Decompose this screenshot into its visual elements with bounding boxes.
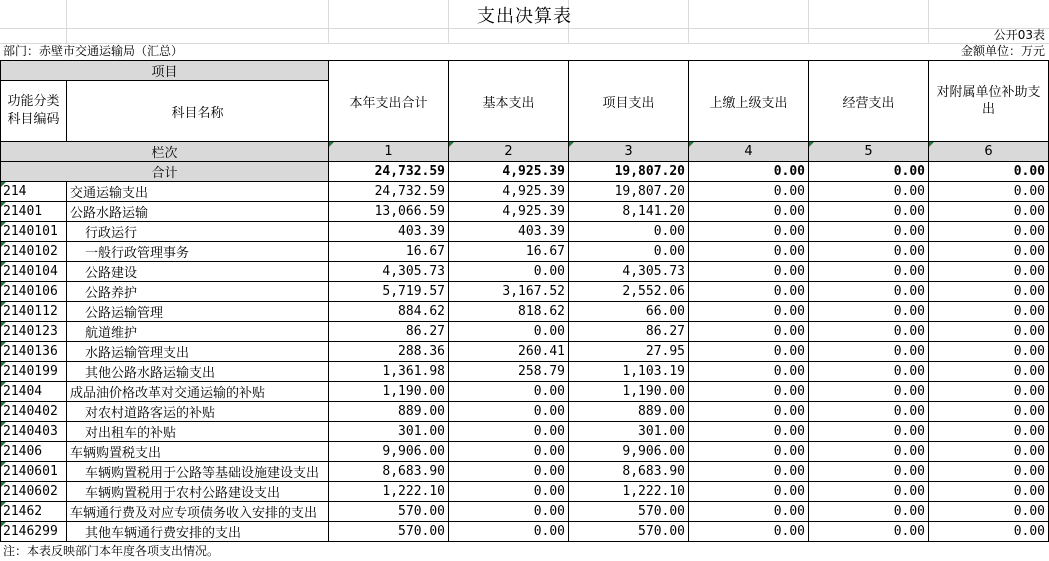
row-value: 301.00: [569, 422, 689, 442]
row-value: 0.00: [689, 282, 809, 302]
row-value: 0.00: [929, 282, 1049, 302]
total-value: 0.00: [929, 162, 1049, 182]
row-code: 2146299: [1, 522, 67, 542]
total-value: 4,925.39: [449, 162, 569, 182]
row-value: 2,552.06: [569, 282, 689, 302]
col-number: 5: [809, 142, 929, 162]
row-code: 2140199: [1, 362, 67, 382]
row-value: 0.00: [689, 422, 809, 442]
row-value: 0.00: [689, 322, 809, 342]
row-value: 16.67: [449, 242, 569, 262]
table-row: [1, 402, 1049, 422]
row-value: 0.00: [929, 502, 1049, 522]
col-number: 2: [449, 142, 569, 162]
col-header-subsidy: 对附属单位补助支出: [929, 61, 1049, 142]
row-value: 1,222.10: [569, 482, 689, 502]
row-code: 21401: [1, 202, 67, 222]
row-subject-name: 车辆通行费及对应专项债务收入安排的支出: [67, 502, 329, 522]
subject-name-header: 科目名称: [67, 81, 329, 142]
row-value: 0.00: [689, 462, 809, 482]
row-value: 16.67: [329, 242, 449, 262]
row-value: 0.00: [449, 382, 569, 402]
row-value: 0.00: [929, 222, 1049, 242]
row-value: 86.27: [569, 322, 689, 342]
row-subject-name: 车辆购置税用于农村公路建设支出: [67, 482, 329, 502]
row-value: 570.00: [329, 502, 449, 522]
row-value: 0.00: [689, 242, 809, 262]
row-subject-name: 车辆购置税用于公路等基础设施建设支出: [67, 462, 329, 482]
row-value: 8,141.20: [569, 202, 689, 222]
row-subject-name: 其他车辆通行费安排的支出: [67, 522, 329, 542]
row-value: 0.00: [929, 402, 1049, 422]
row-value: 0.00: [809, 422, 929, 442]
row-subject-name: 对出租车的补贴: [67, 422, 329, 442]
row-subject-name: 对农村道路客运的补贴: [67, 402, 329, 422]
row-value: 0.00: [809, 282, 929, 302]
total-value: 0.00: [809, 162, 929, 182]
row-value: 27.95: [569, 342, 689, 362]
row-number-label: 栏次: [1, 142, 329, 162]
row-value: 24,732.59: [329, 182, 449, 202]
row-value: 9,906.00: [569, 442, 689, 462]
row-value: 0.00: [809, 442, 929, 462]
col-number: 1: [329, 142, 449, 162]
col-number: 6: [929, 142, 1049, 162]
row-code: 2140102: [1, 242, 67, 262]
row-subject-name: 交通运输支出: [67, 182, 329, 202]
table-row: [1, 262, 1049, 282]
row-value: 0.00: [449, 502, 569, 522]
row-code: 2140601: [1, 462, 67, 482]
table-row: [1, 442, 1049, 462]
row-value: 0.00: [929, 242, 1049, 262]
row-code: 214: [1, 182, 67, 202]
row-subject-name: 水路运输管理支出: [67, 342, 329, 362]
row-value: 0.00: [689, 522, 809, 542]
row-value: 0.00: [809, 362, 929, 382]
row-value: 0.00: [689, 402, 809, 422]
row-value: 0.00: [809, 522, 929, 542]
row-value: 4,305.73: [569, 262, 689, 282]
row-value: 0.00: [809, 502, 929, 522]
row-code: 21404: [1, 382, 67, 402]
col-header-total: 本年支出合计: [329, 61, 449, 142]
row-code: 2140403: [1, 422, 67, 442]
row-value: 0.00: [929, 302, 1049, 322]
row-value: 0.00: [689, 482, 809, 502]
table-row: [1, 182, 1049, 202]
row-value: 570.00: [569, 522, 689, 542]
row-value: 0.00: [809, 242, 929, 262]
row-value: 0.00: [809, 462, 929, 482]
table-row: [1, 462, 1049, 482]
row-value: 0.00: [689, 182, 809, 202]
row-value: 0.00: [689, 442, 809, 462]
row-value: 288.36: [329, 342, 449, 362]
table-row: [1, 522, 1049, 542]
row-code: 2140101: [1, 222, 67, 242]
row-value: 0.00: [449, 462, 569, 482]
row-code: 2140602: [1, 482, 67, 502]
col-number: 4: [689, 142, 809, 162]
footnote: 注：本表反映部门本年度各项支出情况。: [3, 544, 220, 558]
department-label: 部门：赤壁市交通运输局（汇总）: [3, 44, 184, 58]
total-row: [1, 162, 1049, 182]
row-value: 0.00: [809, 202, 929, 222]
row-subject-name: 公路养护: [67, 282, 329, 302]
row-value: 13,066.59: [329, 202, 449, 222]
row-value: 889.00: [569, 402, 689, 422]
row-value: 1,222.10: [329, 482, 449, 502]
col-header-remit: 上缴上级支出: [689, 61, 809, 142]
row-value: 8,683.90: [329, 462, 449, 482]
row-value: 0.00: [929, 522, 1049, 542]
row-value: 0.00: [929, 462, 1049, 482]
table-row: [1, 322, 1049, 342]
row-value: 3,167.52: [449, 282, 569, 302]
row-value: 0.00: [809, 302, 929, 322]
row-value: 0.00: [689, 342, 809, 362]
row-value: 818.62: [449, 302, 569, 322]
row-subject-name: 公路运输管理: [67, 302, 329, 322]
row-value: 0.00: [929, 202, 1049, 222]
row-value: 0.00: [809, 342, 929, 362]
row-subject-name: 航道维护: [67, 322, 329, 342]
row-value: 884.62: [329, 302, 449, 322]
row-value: 260.41: [449, 342, 569, 362]
row-value: 570.00: [329, 522, 449, 542]
row-value: 19,807.20: [569, 182, 689, 202]
row-subject-name: 车辆购置税支出: [67, 442, 329, 462]
row-value: 66.00: [569, 302, 689, 322]
row-subject-name: 一般行政管理事务: [67, 242, 329, 262]
row-value: 0.00: [809, 182, 929, 202]
row-value: 0.00: [809, 402, 929, 422]
unit-label: 金额单位：万元: [960, 44, 1045, 58]
row-value: 403.39: [449, 222, 569, 242]
row-value: 258.79: [449, 362, 569, 382]
row-value: 0.00: [809, 482, 929, 502]
row-value: 4,925.39: [449, 182, 569, 202]
row-value: 4,305.73: [329, 262, 449, 282]
row-value: 0.00: [929, 442, 1049, 462]
func-code-header: 功能分类科目编码: [1, 81, 67, 142]
row-value: 889.00: [329, 402, 449, 422]
row-code: 21406: [1, 442, 67, 462]
row-code: 2140136: [1, 342, 67, 362]
row-value: 8,683.90: [569, 462, 689, 482]
row-value: 0.00: [809, 382, 929, 402]
row-value: 0.00: [449, 402, 569, 422]
row-subject-name: 公路水路运输: [67, 202, 329, 222]
row-value: 0.00: [929, 182, 1049, 202]
col-number: 3: [569, 142, 689, 162]
row-value: 0.00: [689, 262, 809, 282]
row-value: 0.00: [449, 262, 569, 282]
row-value: 4,925.39: [449, 202, 569, 222]
row-value: 0.00: [929, 362, 1049, 382]
row-value: 0.00: [689, 382, 809, 402]
row-subject-name: 行政运行: [67, 222, 329, 242]
col-header-basic: 基本支出: [449, 61, 569, 142]
table-row: [1, 482, 1049, 502]
row-value: 1,190.00: [569, 382, 689, 402]
col-header-project: 项目支出: [569, 61, 689, 142]
row-value: 0.00: [929, 482, 1049, 502]
row-value: 0.00: [449, 442, 569, 462]
row-value: 0.00: [689, 222, 809, 242]
row-value: 0.00: [929, 262, 1049, 282]
row-value: 0.00: [809, 222, 929, 242]
row-code: 2140104: [1, 262, 67, 282]
row-value: 0.00: [569, 222, 689, 242]
row-code: 2140106: [1, 282, 67, 302]
row-value: 1,361.98: [329, 362, 449, 382]
row-value: 1,190.00: [329, 382, 449, 402]
table-row: [1, 302, 1049, 322]
row-value: 1,103.19: [569, 362, 689, 382]
row-value: 570.00: [569, 502, 689, 522]
row-value: 5,719.57: [329, 282, 449, 302]
item-header: 项目: [1, 61, 329, 81]
page-title: 支出决算表: [477, 6, 572, 27]
table-row: [1, 242, 1049, 262]
row-value: 0.00: [929, 342, 1049, 362]
row-value: 0.00: [809, 262, 929, 282]
row-value: 403.39: [329, 222, 449, 242]
row-value: 0.00: [929, 382, 1049, 402]
table-row: [1, 362, 1049, 382]
row-value: 0.00: [449, 322, 569, 342]
row-value: 0.00: [689, 302, 809, 322]
row-value: 0.00: [689, 502, 809, 522]
table-row: [1, 222, 1049, 242]
col-header-business: 经营支出: [809, 61, 929, 142]
table-row: [1, 342, 1049, 362]
row-value: 0.00: [689, 202, 809, 222]
row-value: 0.00: [569, 242, 689, 262]
row-code: 2140112: [1, 302, 67, 322]
row-code: 21462: [1, 502, 67, 522]
table-row: [1, 202, 1049, 222]
row-value: 0.00: [449, 482, 569, 502]
row-subject-name: 其他公路水路运输支出: [67, 362, 329, 382]
row-value: 0.00: [449, 522, 569, 542]
total-label: 合计: [1, 162, 329, 182]
form-code: 公开03表: [993, 28, 1045, 42]
row-value: 9,906.00: [329, 442, 449, 462]
row-value: 0.00: [929, 322, 1049, 342]
row-value: 0.00: [929, 422, 1049, 442]
row-value: 0.00: [689, 362, 809, 382]
row-subject-name: 公路建设: [67, 262, 329, 282]
table-row: [1, 422, 1049, 442]
row-value: 86.27: [329, 322, 449, 342]
table-row: [1, 282, 1049, 302]
total-value: 24,732.59: [329, 162, 449, 182]
row-value: 0.00: [809, 322, 929, 342]
row-code: 2140123: [1, 322, 67, 342]
row-code: 2140402: [1, 402, 67, 422]
total-value: 0.00: [689, 162, 809, 182]
row-value: 301.00: [329, 422, 449, 442]
row-value: 0.00: [449, 422, 569, 442]
row-subject-name: 成品油价格改革对交通运输的补贴: [67, 382, 329, 402]
table-row: [1, 382, 1049, 402]
expenditure-table: [0, 60, 1049, 542]
table-row: [1, 502, 1049, 522]
total-value: 19,807.20: [569, 162, 689, 182]
